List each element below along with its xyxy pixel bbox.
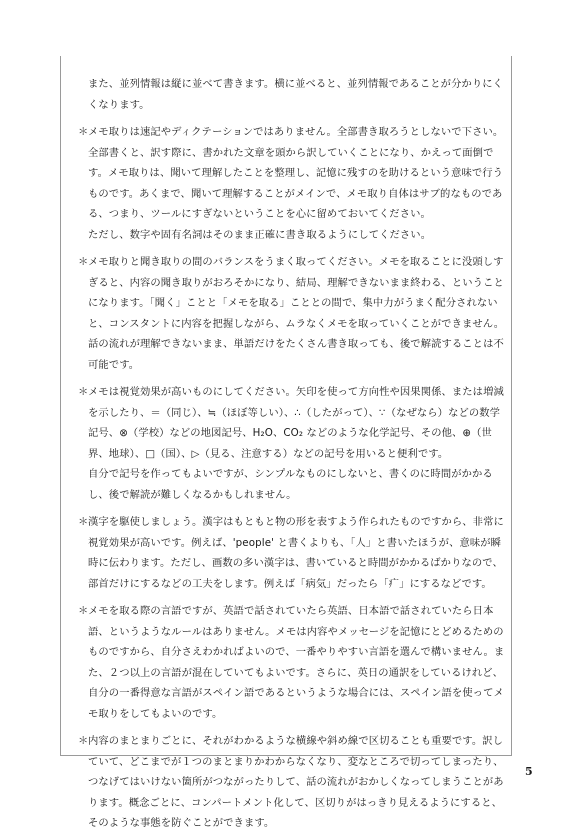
asterisk-marker: ＊ (78, 256, 89, 268)
document-body (78, 74, 506, 834)
list-item (78, 601, 506, 724)
lead-paragraph: また、並列情報は縦に並べて書きます。横に並べると、並列情報であることが分かりにくくなります。 (88, 78, 504, 111)
list-item (78, 382, 506, 505)
list-item-text: メモ取りは速記やディクテーションではありません。全部書き取ろうとしないで下さい。全部書くと、訳す際に、書かれた文章を頭から訳していくことになり、かえって面倒です。メモ取りは、聞いて理解したことを整理し、記憶に残すのを助けるという意味で行うものです。あくまで、聞いて理解することがメインで、メモ取り自体はサブ的なものである、つまり、ツールにすぎないということを心に留めておいてください。 (88, 126, 504, 220)
list-item-text: メモ取りと聞き取りの間のバランスをうまく取ってください。メモを取ることに没頭しすぎると、内容の聞き取りがおろそかになり、結局、理解できないまま終わる、ということになります。「聞く」ことと「メモを取る」こととの間で、集中力がうまく配分されないと、コンスタントに内容を把握しながら、ムラなくメモを取っていくことができません。話の流れが理解できないまま、単語だけをたくさん書き取っても、後で解読することは不可能です。 (88, 256, 505, 371)
list-item-text: メモは視覚効果が高いものにしてください。矢印を使って方向性や因果関係、または増減を示したり、＝（同じ）、≒（ほぼ等しい）、∴（したがって）、∵（なぜなら）などの数学記号、⊗（学校）などの地図記号、H₂O、CO₂ などのような化学記号、その他、⊕（世界、地球）、□（国）、▷（見る、注意する）などの記号を用いると便利です。 (88, 386, 504, 460)
list-item (78, 512, 506, 594)
list-item-text: 内容のまとまりごとに、それがわかるような横線や斜め線で区切ることも重要です。訳していて、どこまでが１つのまとまりかわからなくなり、変なところで切ってしまったり、つなげてはいけない箇所がつながったりして、話の流れがおかしくなってしまうことがあります。概念ごとに、コンパートメント化して、区切りがはっきり見えるようにすると、そのような事態を防ぐことができます。 (88, 735, 504, 829)
list-item (78, 731, 506, 834)
list-item-text: メモを取る際の言語ですが、英語で話されていたら英語、日本語で話されていたら日本語、というようなルールはありません。メモは内容やメッセージを記憶にとどめるためのものですから、自分さえわかればよいので、一番やりやすい言語を選んで構いません。また、２つ以上の言語が混在していてもよいです。さらに、英日の通訳をしているけれど、自分の一番得意な言語がスペイン語であるというような場合には、スペイン語を使ってメモ取りをしてもよいのです。 (88, 605, 505, 720)
asterisk-marker: ＊ (78, 386, 89, 398)
list-item (78, 252, 506, 375)
asterisk-marker: ＊ (78, 735, 89, 747)
asterisk-marker: ＊ (78, 126, 89, 138)
asterisk-marker: ＊ (78, 516, 89, 528)
list-item-text: 自分で記号を作ってもよいですが、シンプルなものにしないと、書くのに時間がかかるし、後で解読が難しくなるかもしれません。 (88, 468, 493, 501)
list-item (78, 122, 506, 245)
page-number: 5 (525, 765, 533, 778)
list-item-text: 漢字を駆使しましょう。漢字はもともと物の形を表すよう作られたものですから、非常に視覚効果が高いです。例えば、'people' と書くよりも、「人」と書いたほうが、意味が瞬時に伝わります。ただし、画数の多い漢字は、書いていると時間がかかるばかりなので、部首だけにするなどの工夫をします。例えば「病気」だったら「疒」にするなどです。 (88, 516, 504, 590)
list-item-text: ただし、数字や固有名詞はそのまま正確に書き取るようにしてください。 (88, 228, 432, 241)
asterisk-marker: ＊ (78, 605, 89, 617)
